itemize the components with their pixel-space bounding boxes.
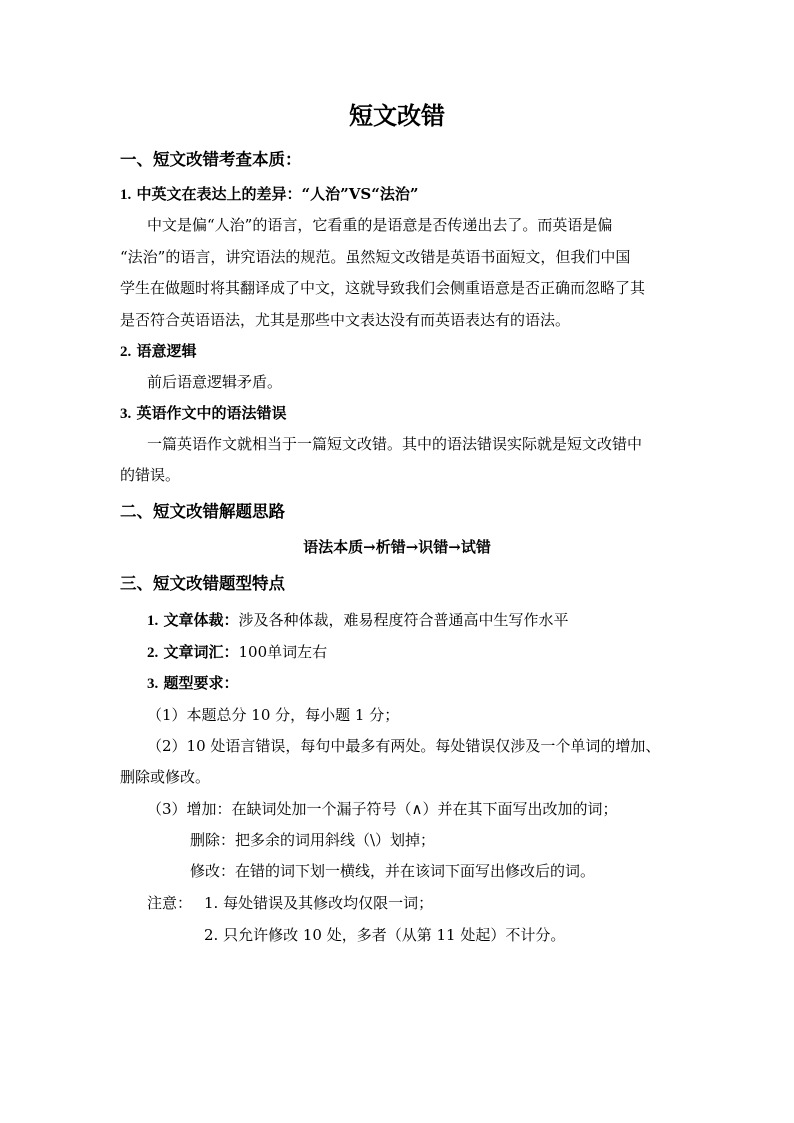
item-number: 1. [120, 187, 132, 203]
section-3-item-1 [147, 613, 569, 629]
section-3-heading: 三、短文改错题型特点 [120, 574, 285, 593]
paragraph-line: 中文是偏“人治”的语言，它看重的是语意是否传递出去了。而英语是偏 [147, 216, 613, 234]
requirement-2-line: （2）10 处语言错误，每句中最多有两处。每处错误仅涉及一个单词的增加、 [147, 737, 661, 755]
requirement-2-line: 删除或修改。 [120, 768, 211, 786]
paragraph-line: 学生在做题时将其翻译成了中文，这就导致我们会侧重语意是否正确而忽略了其 [120, 279, 646, 297]
item-number: 3. [120, 406, 132, 422]
item-heading-text: 语意逻辑 [136, 342, 197, 360]
item-number: 3. [147, 676, 159, 692]
requirement-3-add: （3）增加：在缺词处加一个漏子符号（∧）并在其下面写出改加的词； [147, 800, 618, 818]
section-1-item-3-heading [120, 406, 287, 422]
item-label: 题型要求： [163, 674, 239, 692]
paragraph-line: 一篇英语作文就相当于一篇短文改错。其中的语法错误实际就是短文改错中 [147, 435, 643, 453]
note-label: 注意： [147, 894, 193, 912]
section-1-item-1-heading [120, 187, 418, 203]
item-text: 涉及各种体裁，难易程度符合普通高中生写作水平 [238, 611, 569, 629]
item-label: 文章词汇： [163, 643, 239, 661]
requirement-3-delete: 删除：把多余的词用斜线（\）划掉； [190, 831, 436, 849]
note-item: 1. 每处错误及其修改均仅限一词； [204, 894, 434, 912]
item-label: 文章体裁： [163, 611, 239, 629]
item-heading-text: 英语作文中的语法错误 [136, 404, 287, 422]
paragraph-line: “法治”的语言，讲究语法的规范。虽然短文改错是英语书面短文，但我们中国 [120, 248, 631, 266]
section-3-item-3 [147, 676, 239, 692]
paragraph-line: 的错误。 [120, 466, 181, 484]
section-1-heading: 一、短文改错考查本质： [120, 150, 302, 169]
section-3-item-2 [147, 645, 327, 661]
item-number: 2. [147, 645, 159, 661]
requirement-1: （1）本题总分 10 分，每小题 1 分； [147, 706, 400, 724]
item-heading-text: 中英文在表达上的差异：“人治”VS“法治” [136, 185, 419, 203]
item-number: 1. [147, 613, 159, 629]
document-title: 短文改错 [349, 101, 445, 130]
solving-flow: 语法本质→析错→识错→试错 [303, 538, 491, 556]
item-text: 100单词左右 [238, 643, 328, 661]
note-item: 2. 只允许修改 10 处，多者（从第 11 处起）不计分。 [204, 926, 566, 944]
item-number: 2. [120, 344, 132, 360]
requirement-3-modify: 修改：在错的词下划一横线，并在该词下面写出修改后的词。 [190, 862, 596, 880]
paragraph-line: 前后语意逻辑矛盾。 [147, 373, 283, 391]
section-2-heading: 二、短文改错解题思路 [120, 502, 285, 521]
paragraph-line: 是否符合英语语法，尤其是那些中文表达没有而英语表达有的语法。 [120, 311, 571, 329]
section-1-item-2-heading [120, 344, 197, 360]
